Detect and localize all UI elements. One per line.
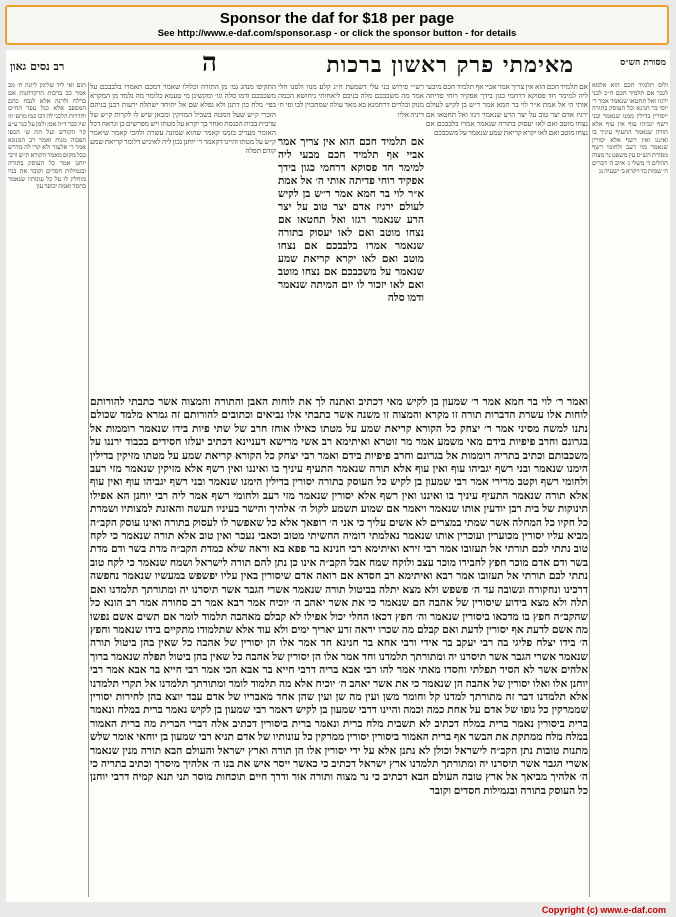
- sponsor-title[interactable]: Sponsor the daf for $18 per page: [219, 10, 455, 27]
- page-title: מאימתי פרק ראשון ברכות: [326, 52, 574, 78]
- rashi-top-block: רש״י פירוש בני עלי דשמעת ח״ג קלע מנוו ולסנו חלי אמר מה משכבכם מלה בניכם ליאחותי ניחושא הכמה מנוק ובלרים דרחמנא בא מאד עולה שמתכוין לבו ופי ח׳ דיניה אליו: [278, 82, 424, 119]
- column-divider: [88, 82, 89, 897]
- rabbeinu-nissim-label: רב נסים גאון: [10, 60, 65, 73]
- gemara-main-block: ואמר ר׳ לוי בר חמא אמר ר׳ שמעון בן לקיש מאי דכתיב ואתנה לך את לוחות האבן והתורה והמצוה אשר כתבתי להורותם לוחות אלו עשרת הדברות תורה זו מקרא והמצוה זו משנה אשר כתבתי אלו נביאים וכתובים להורותם זה גמרא מלמד שכולם נתנו למשה מסיני אמר ר׳ יצחק כל הקורא קריאת שמע על מטתו כאילו אוחז חרב של שתי פיות בידו שנאמר רוממות אל בגרונם וחרב פיפיות בידם מאי משמע אמר מר זוטרא ואיתימא רב אשי מרישא דעניינא דכתיב יעלזו חסידים בכבוד ירננו על משכבותם וכתיב בתריה רוממות אל בגרונם וחרב פיפיות בידם ואמר רבי יצחק כל הקורא קריאת שמע על מטתו מזיקין בדילין הימנו שנאמר ובני רשף יגביהו עוף ואין עוף אלא תורה שנאמר התעיף עיניך בו ואיננו ואין רשף אלא מזיקין שנאמר מזי רעב ולחומי רשף וקטב מרירי אמר רבי שמעון בן לקיש כל העוסק בתורה יסורין בדילין הימנו שנאמר ובני רשף יגביהו עוף ואין עוף אלא תורה שנאמר התעיף עיניך בו ואיננו ואין רשף אלא יסורין שנאמר מזי רעב ולחומי רשף אמר ליה רבי יוחנן הא אפילו תינוקות של בית רבן יודעין אותו שנאמר ויאמר אם שמוע תשמע לקול ה׳ אלהיך והישר בעיניו תעשה והאזנת למצותיו ושמרת כל חקיו כל המחלה אשר שמתי במצרים לא אשים עליך כי אני ה׳ רופאך אלא כל שאפשר לו לעסוק בתורה ואינו עוסק הקב״ה מביא עליו יסורין מכוערין ועוכרין אותו שנאמר נאלמתי דומיה החשיתי מטוב וכאבי נעכר ואין טוב אלא תורה שנאמר כי לקח טוב נתתי לכם תורתי אל תעזובו אמר רבי זירא ואיתימא רבי חנינא בר פפא בא וראה שלא כמדת הקב״ה מדת בשר ודם מדת בשר ודם אדם מוכר חפץ לחבירו מוכר עצב ולוקח שמח אבל הקב״ה אינו כן נתן להם תורה לישראל ושמח שנאמר כי לקח טוב נתתי לכם תורתי אל תעזובו אמר רבא ואיתימא רב חסדא אם רואה אדם שיסורין באין עליו יפשפש במעשיו שנאמר נחפשה דרכינו ונחקורה ונשובה עד ה׳ פשפש ולא מצא יתלה בביטול תורה שנאמר אשרי הגבר אשר תיסרנו יה ומתורתך תלמדנו ואם תלה ולא מצא בידוע שיסורין של אהבה הם שנאמר כי את אשר יאהב ה׳ יוכיח אמר רבא אמר רב סחורה אמר רב הונא כל שהקב״ה חפץ בו מדכאו ביסורין שנאמר וה׳ חפץ דכאו החלי יכול אפילו לא קבלם מאהבה תלמוד לומר אם תשים אשם נפשו מה אשם לדעת אף יסורין לדעת ואם קבלם מה שכרו יראה זרע יאריך ימים ולא עוד אלא שתלמודו מתקיים בידו שנאמר וחפץ ה׳ בידו יצלח פליגי בה רבי יעקב בר אידי ורבי אחא בר חנינא חד אמר אלו הן יסורין של אהבה כל שאין בהן ביטול תורה שנאמר אשרי הגבר אשר תיסרנו יה ומתורתך תלמדנו וחד אמר אלו הן יסורין של אהבה כל שאין בהן ביטול תפלה שנאמר ברוך אלהים אשר לא הסיר תפלתי וחסדו מאתי אמר להו רבי אבא בריה דרבי חייא בר אבא הכי אמר רבי חייא בר אבא אמר רבי יוחנן אלו ואלו יסורין של אהבה הן שנאמר כי את אשר יאהב ה׳ יוכיח אלא מה תלמוד לומר ומתורתך תלמדנו אל תקרי תלמדנו אלא תלמדנו דבר זה מתורתך למדנו קל וחומר משן ועין מה שן ועין שהן אחד מאבריו של אדם עבד יוצא בהן לחירות יסורין שממרקין כל גופו של אדם על אחת כמה וכמה והיינו דרבי שמעון בן לקיש דאמר רבי שמעון בן לקיש נאמר ברית במלח ונאמר ברית ביסורין נאמר ברית במלח דכתיב לא תשבית מלח ברית ונאמר ברית ביסורין דכתיב אלה דברי הברית מה ברית האמור במלח מלח ממתקת את הבשר אף ברית האמור ביסורין יסורין ממרקין כל עונותיו של אדם תניא רבי שמעון בן יוחאי אומר שלש מתנות טובות נתן הקב״ה לישראל וכולן לא נתנן אלא על ידי יסורין אלו הן תורה וארץ ישראל והעולם הבא תורה מנין שנאמר אשרי הגבר אשר תיסרנו יה ומתורתך תלמדנו ארץ ישראל דכתיב כי כאשר ייסר איש את בנו ה׳ אלהיך מיסרך וכתיב בתריה כי ה׳ אלהיך מביאך אל ארץ טובה העולם הבא דכתיב כי נר מצוה ותורה אור ודרך חיים תוכחות מוסר תני תנא קמיה דרבי יוחנן כל העוסק בתורה ובגמילות חסדים וקובר: [90, 396, 588, 797]
- page-header: [6, 50, 670, 80]
- tosafot-column: התקיפו מנהג גמ׳ מן התורה וכלולו שאמר דמכם תאמרו בלבבכם על משכבכם ודמו סלה וגו׳ ומקשינן מי טעמא כלומר מה נלמד מן המקרא בפי׳ מלח כון דתנן ולא נפלא שם אל יתיחד ישתלה ירעות רבנן בניהם הזכרי ק״ש שעל המטה בשביל המזיקין ומכאן שיש לו לקרות ק״ש של ערבית בבית הכנסת ואחר כך יקרא על מטתו ויש מפרשים כן ונראה דכל האומר מעריב בזמנו קאמר שהוא שמונה עשרה ולהכי קאמר שיאמר ק״ש על מטתו והיינו דקאמר ר׳ יוחנן נכון ליה לאיניש דלומר קריאת שמע קודם תפלה: [90, 82, 276, 156]
- rashi-column: אם תלמיד חכם הוא אין צריך אמר אביי אף תלמיד חכם מיבעי ליה למימר חד פסוקא דרחמי כגון בידך אפקיד רוחי פדיתה אותי ה׳ אל אמת א״ר לוי בר חמא אמר ר״ש בן לקיש לעולם ירגיז אדם יצר טוב על יצר הרע שנאמר רגזו ואל תחטאו אם נצחו מוטב ואם לאו יעסוק בתורה שנאמר אמרו בלבבכם אם נצחו מוטב ואם לאו יקרא קריאת שמע שנאמר על משכבכם: [426, 82, 588, 138]
- masoret-hashas-label: מסורת הש״ס: [620, 58, 666, 68]
- copyright-link[interactable]: Copyright (c) www.e-daf.com: [541, 905, 666, 915]
- sponsor-banner[interactable]: [5, 5, 669, 45]
- gemara-top-block: אם תלמיד חכם הוא אין צריך אמר אביי אף תלמיד חכם מבעי ליה למימר חד פסוקא דרחמי כגון בידך אפקיד רוחי פדיתה אותי ה׳ אל אמת א״ר לוי בר חמא אמר ר״ש בן לקיש לעולם ירגיז אדם יצר טוב על יצר הרע שנאמר רגזו ואל תחטאו אם נצחו מוטב ואם לאו יעסוק בתורה שנאמר אמרו בלבבכם אם נצחו מוטב ואם לאו יקרא קריאת שמע שנאמר על משכבכם אם נצחו מוטב ואם לאו יזכור לו יום המיתה שנאמר ודמו סלה: [278, 136, 424, 304]
- outer-left-commentary: תום ואי ליד שלימן ליונה ח׳ מב אמר כב ברכות הרקדחנות אם ברלח ולרנה אלא לנבח כהם המספב אלא כנל עפר הח״ם וחדרות הלכני לה דבו כמו מתפ׳ וזו שיו כבר ד״ה אמן ולמן על כנר ע״ע קר הקודש ועל תת ש׳ הכפו הפכוה מנות ואמר רב המנונא אמר ר׳ אלעזר ולא קרי לה מדרש בכל מקום מאמר הקורא ת״ש ורבי יוחנן אמר כל העוסק בתורה ובגמילות חסדים וקובר את בניו מוחלין לו על כל עונותיו שנאמר בחסד ואמת יכופר עון: [8, 82, 86, 191]
- outer-right-commentary: ולוס תלמיד חכם הוא אלמא לגבר אם תלמיד חכם ח״כ לבני ירגזו ואל תחטאו שנאמר אמר ר׳ יוסי בר חנינא וכל העוסק בתורה ייסורין בדילין ממנו שנאמר ובני רשף יגביהו עוף אין עוף אלא תורה שנאמר התעיף עיניך בו ואיננו ואין רשף אלא יסורין שנאמר מזי רעב ולחומי רשף מסורת הש״ס עין משפט נר מצוה תהלים ד׳ משלי ג׳ איוב ה׳ דברים ח׳ שמות כד ויקרא ב׳ ישעיה נג: [592, 82, 668, 175]
- column-divider: [589, 82, 590, 897]
- sponsor-subtitle[interactable]: See http://www.e-daf.com/sponsor.asp - or click the sponsor button - for details: [157, 28, 517, 39]
- talmud-page: [6, 50, 670, 902]
- daf-number: ה: [202, 50, 217, 78]
